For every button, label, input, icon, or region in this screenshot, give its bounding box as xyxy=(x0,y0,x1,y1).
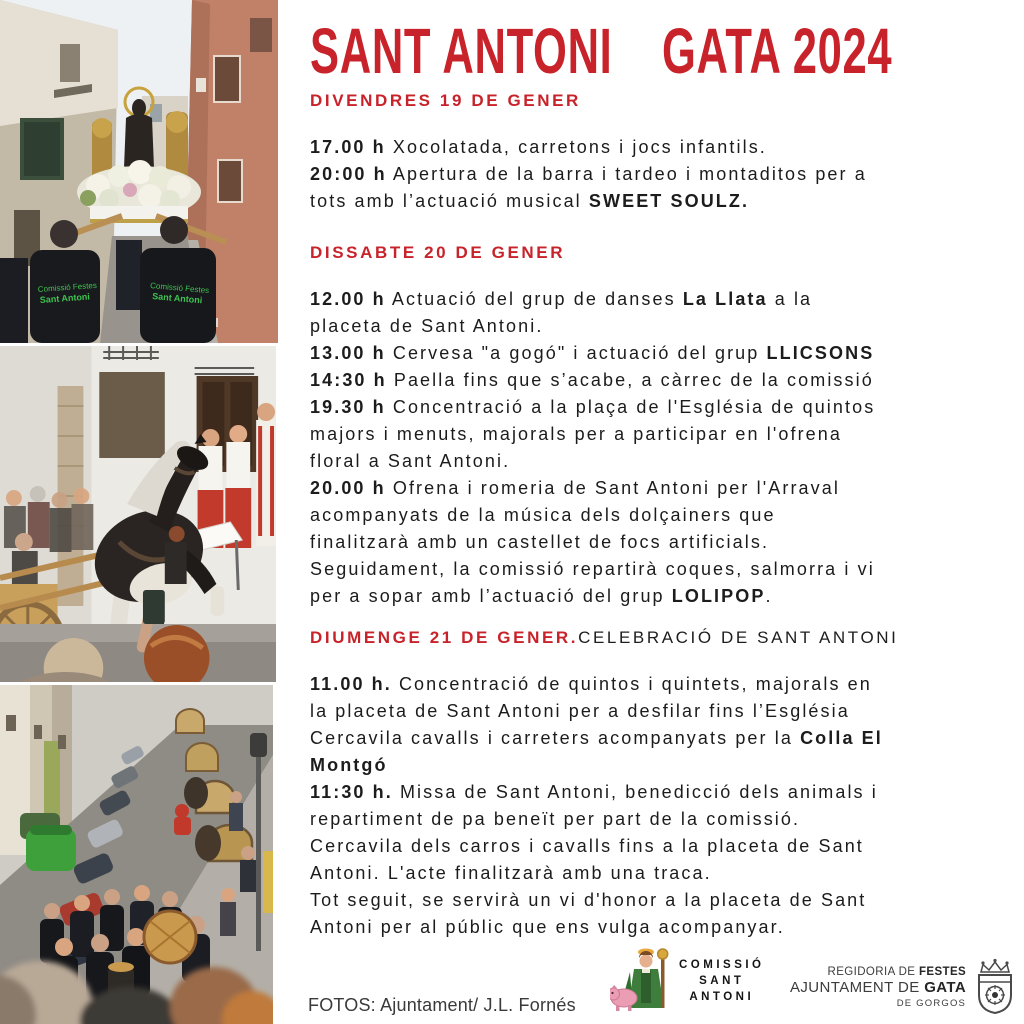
schedule-line: 17.00 h Xocolatada, carretons i jocs infantils. xyxy=(310,137,767,157)
section-heading: DIUMENGE 21 DE GENER.CELEBRACIÓ DE SANT ANTONI xyxy=(310,628,899,647)
section-heading: DIVENDRES 19 DE GENER xyxy=(310,91,581,110)
schedule-line: per a sopar amb l’actuació del grup LOLIPOP. xyxy=(310,586,773,606)
schedule-line: floral a Sant Antoni. xyxy=(310,451,511,471)
schedule-line: Antoni per al públic que ens vulga acompanyar. xyxy=(310,917,785,937)
schedule-line: 14:30 h Paella fins que s’acabe, a càrrec de la comissió xyxy=(310,370,874,390)
title-sant-antoni: SANT ANTONI xyxy=(310,15,613,87)
svg-text:Sant Antoni: Sant Antoni xyxy=(151,291,203,306)
schedule-line: Tot seguit, se servirà un vi d'honor a la placeta de Sant xyxy=(310,890,867,910)
comissio-logo-line2: SANT xyxy=(699,975,745,987)
jacket-text: Comissió Festes xyxy=(37,280,98,294)
schedule-line: 20:00 h Apertura de la barra i tardeo i montaditos per a xyxy=(310,164,867,184)
saint-and-pig-icon xyxy=(610,946,674,1016)
svg-text:Comissió Festes: Comissió Festes xyxy=(149,281,210,296)
schedule-line: Cercavila cavalls i carreters acompanyats per la Colla El xyxy=(310,728,883,748)
photo-parade xyxy=(0,685,273,1024)
schedule-line: Antoni. L'acte finalitzarà amb una traca. xyxy=(310,863,712,883)
comissio-sant-antoni-logo xyxy=(610,946,765,1016)
schedule-line: la placeta de Sant Antoni per a desfilar fins l’Església xyxy=(310,701,850,721)
schedule-line: Montgó xyxy=(310,755,388,775)
photo-procession xyxy=(0,0,278,343)
schedule-line: 11:30 h. Missa de Sant Antoni, benedicció dels animals i xyxy=(310,782,878,802)
schedule-line: 19.30 h Concentració a la plaça de l'Església de quintos xyxy=(310,397,876,417)
ajuntament-gata-logo xyxy=(790,958,1017,1016)
regidoria-line1: REGIDORIA DE FESTES xyxy=(827,965,967,978)
section-heading: DISSABTE 20 DE GENER xyxy=(310,243,566,262)
schedule-line: placeta de Sant Antoni. xyxy=(310,316,544,336)
schedule-section xyxy=(310,90,1024,215)
schedule-section xyxy=(310,242,1024,610)
svg-text:Sant Antoni: Sant Antoni xyxy=(39,291,91,305)
schedule-line: 11.00 h. Concentració de quintos i quintets, majorals en xyxy=(310,674,872,694)
schedule-section xyxy=(310,627,1024,941)
regidoria-line3: DE GORGOS xyxy=(896,997,967,1009)
gata-shield-icon xyxy=(973,958,1017,1016)
title-gata-2024: GATA 2024 xyxy=(662,15,893,87)
photo-horse-blessing xyxy=(0,346,276,682)
schedule-line: 20.00 h Ofrena i romeria de Sant Antoni per l'Arraval xyxy=(310,478,840,498)
schedule xyxy=(310,90,1024,941)
comissio-logo-line3: ANTONI xyxy=(689,991,755,1003)
schedule-line: repartiment de pa beneït per part de la comissió. xyxy=(310,809,801,829)
schedule-line: 12.00 h Actuació del grup de danses La Llata a la xyxy=(310,289,813,309)
schedule-line: majors i menuts, majorals per a participar en l'ofrena xyxy=(310,424,843,444)
comissio-logo-line1: COMISSIÓ xyxy=(679,959,765,971)
schedule-line: acompanyats de la música dels dolçainers que xyxy=(310,505,776,525)
page-title xyxy=(310,15,1024,87)
photo-credit: FOTOS: Ajuntament/ J.L. Fornés xyxy=(308,995,576,1015)
schedule-line: 13.00 h Cervesa "a gogó" i actuació del grup LLICSONS xyxy=(310,343,875,363)
schedule-line: Seguidament, la comissió repartirà coques, salmorra i vi xyxy=(310,559,875,579)
schedule-line: finalitzarà amb un castellet de focs artificials. xyxy=(310,532,770,552)
schedule-line: tots amb l’actuació musical SWEET SOULZ. xyxy=(310,191,750,211)
regidoria-line2: AJUNTAMENT DE GATA xyxy=(790,978,967,996)
schedule-line: Cercavila dels carros i cavalls fins a la placeta de Sant xyxy=(310,836,864,856)
